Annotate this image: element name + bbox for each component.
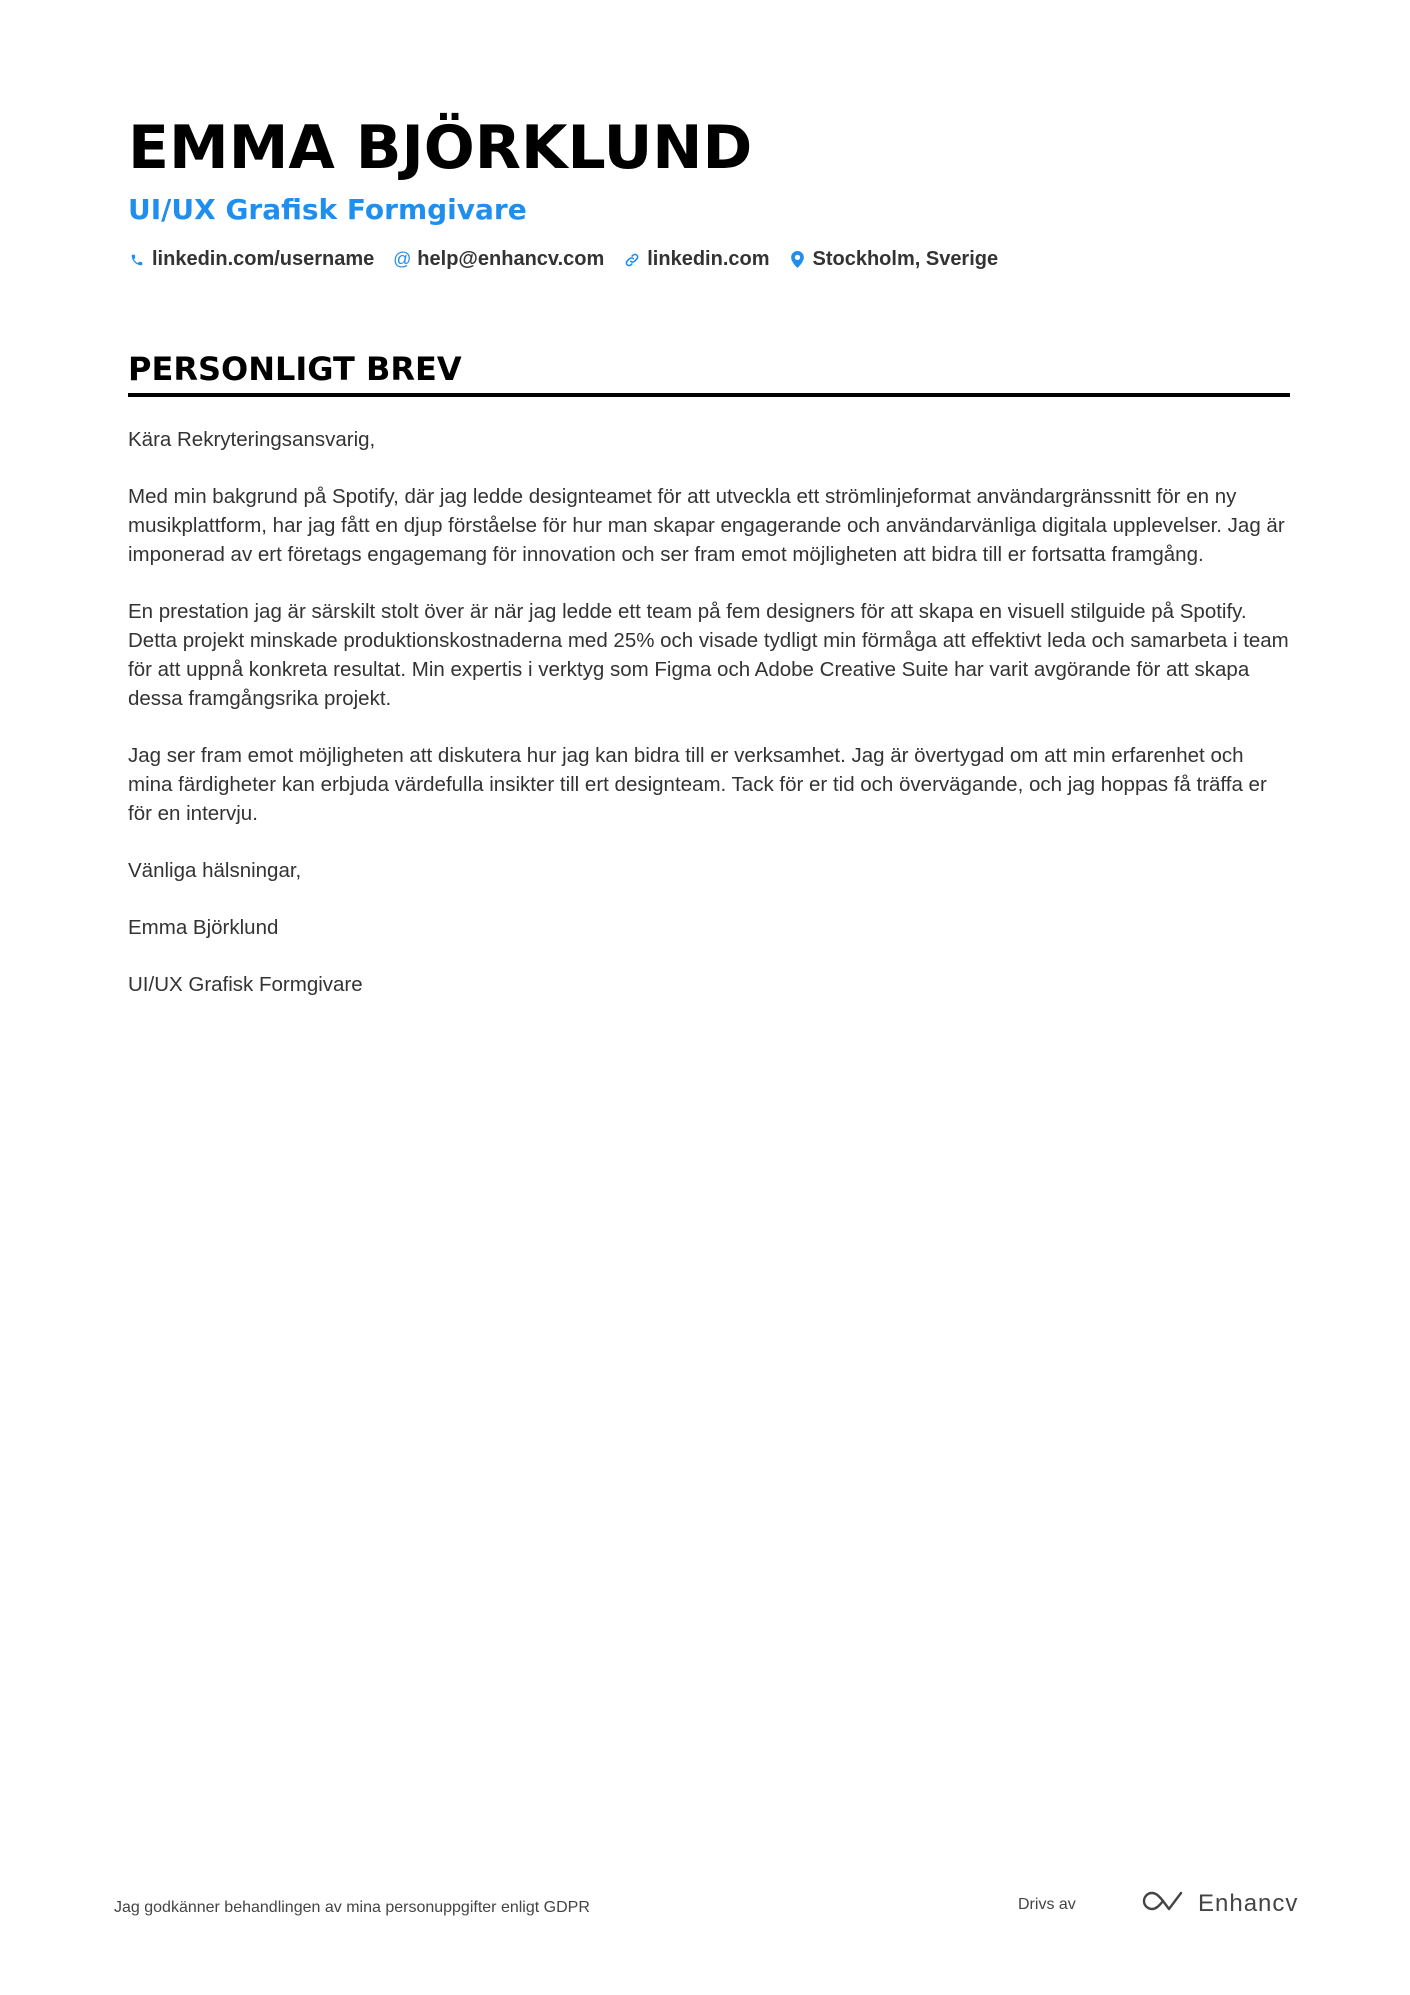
brand-name: Enhancv bbox=[1198, 1889, 1299, 1917]
contact-link[interactable] bbox=[623, 248, 769, 271]
contact-email-text: help@enhancv.com bbox=[417, 248, 605, 270]
contact-email[interactable] bbox=[393, 248, 604, 271]
section-title: PERSONLIGT BREV bbox=[128, 350, 462, 388]
footer bbox=[114, 1889, 1299, 1923]
contact-location bbox=[789, 248, 999, 271]
contact-link-text: linkedin.com bbox=[647, 248, 770, 270]
location-pin-icon bbox=[789, 250, 807, 270]
greeting: Kära Rekryteringsansvarig, bbox=[128, 428, 376, 451]
contact-bar bbox=[128, 248, 1290, 271]
paragraph: En prestation jag är särskilt stolt över är när jag ledde ett team på fem designers för att skapa en visuell stilguide på Spotify. Detta projekt minskade produktionskostnaderna med 25% och visade tydligt min förmåga att effektivt leda och samarbeta i team för att uppnå konkreta resultat. Min expertis i verktyg som Figma och Adobe Creative Suite har varit avgörande för att skapa dessa framgångsrika projekt. bbox=[128, 600, 1289, 710]
signature-name: Emma Björklund bbox=[128, 916, 279, 939]
contact-phone-text: linkedin.com/username bbox=[152, 248, 375, 270]
letter-body bbox=[128, 425, 1290, 999]
infinity-logo-icon bbox=[1140, 1889, 1186, 1918]
section-divider bbox=[128, 393, 1290, 397]
gdpr-consent: Jag godkänner behandlingen av mina personuppgifter enligt GDPR bbox=[114, 1899, 590, 1916]
link-icon bbox=[623, 250, 641, 270]
phone-icon bbox=[128, 250, 146, 270]
paragraph: Med min bakgrund på Spotify, där jag ledde designteamet för att utveckla ett strömlinjeformat användargränssnitt för en ny musikplattform, har jag fått en djup förståelse för hur man skapar engagerande och användarvänliga digitala upplevelser. Jag är imponerad av ert företags engagemang för innovation och ser fram emot möjligheten att bidra till er fortsatta framgång. bbox=[128, 485, 1285, 566]
closing: Vänliga hälsningar, bbox=[128, 859, 302, 882]
powered-by-label: Drivs av bbox=[1018, 1896, 1076, 1913]
contact-location-text: Stockholm, Sverige bbox=[812, 248, 999, 270]
applicant-name: EMMA BJÖRKLUND bbox=[128, 113, 753, 183]
cover-letter bbox=[128, 108, 1290, 1027]
at-icon: @ bbox=[393, 249, 412, 269]
paragraph: Jag ser fram emot möjligheten att diskutera hur jag kan bidra till er verksamhet. Jag är övertygad om att min erfarenhet och mina färdigheter kan erbjuda värdefulla insikter till ert designteam. Tack för er tid och övervägande, och jag hoppas få träffa er för en intervju. bbox=[128, 744, 1267, 825]
signature-title: UI/UX Grafisk Formgivare bbox=[128, 973, 363, 996]
applicant-title: UI/UX Grafisk Formgivare bbox=[128, 193, 527, 226]
contact-phone[interactable] bbox=[128, 248, 374, 271]
enhancv-logo[interactable] bbox=[1140, 1889, 1298, 1918]
